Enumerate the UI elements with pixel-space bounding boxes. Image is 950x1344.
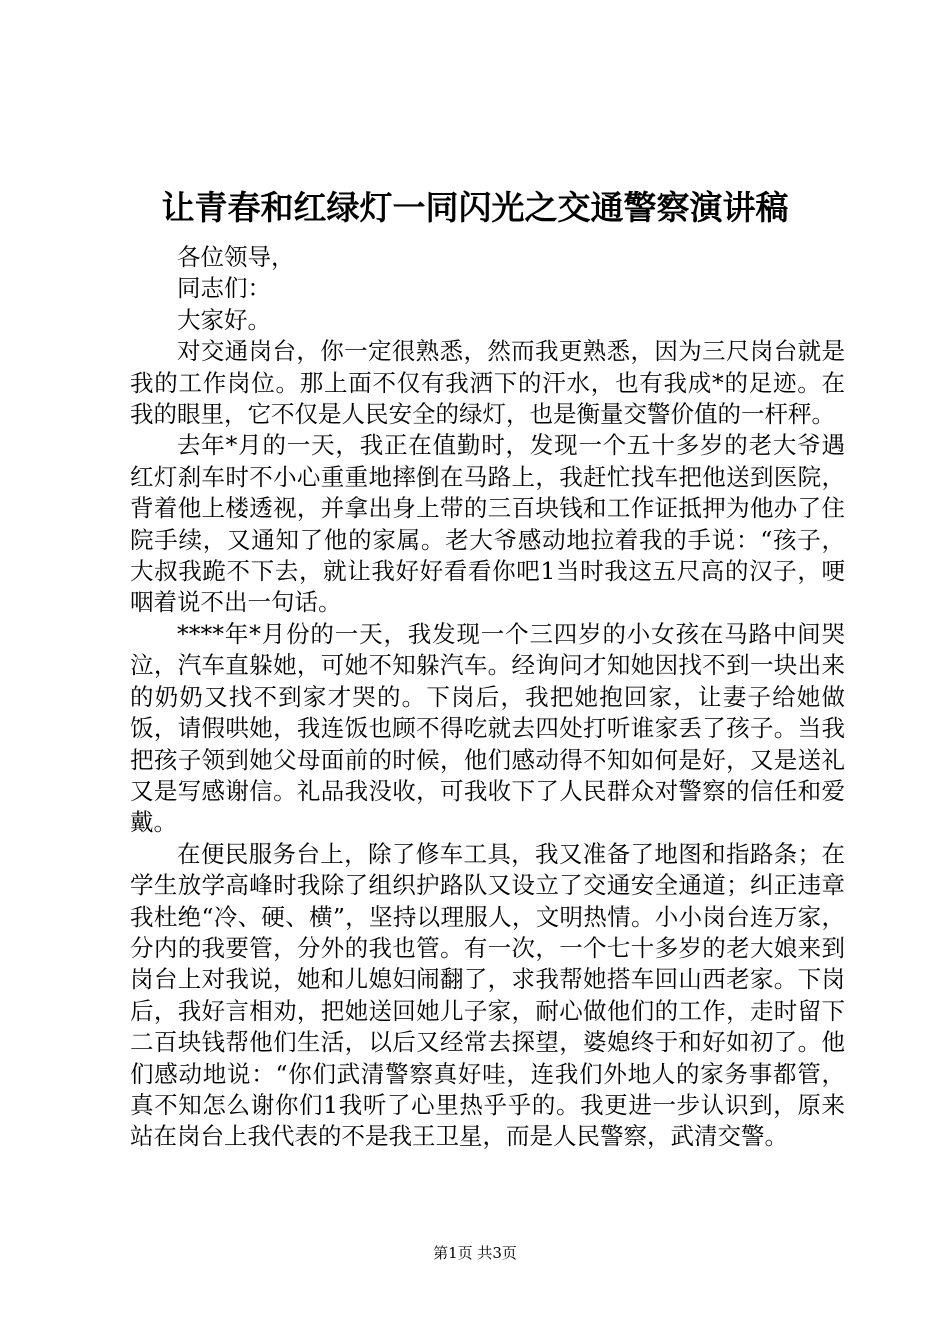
body-paragraph: 在便民服务台上，除了修车工具，我又准备了地图和指路条；在学生放学高峰时我除了组织护路队又设立了交通安全通道；纠正违章我杜绝“冷、硬、横”，坚持以理服人，文明热情。小小岗台连万家，分内的我要管，分外的我也管。有一次，一个七十多岁的老大娘来到岗台上对我说，她和儿媳妇闹翻了，求我帮她搭车回山西老家。下岗后，我好言相劝，把她送回她儿子家，耐心做他们的工作，走时留下二百块钱帮他们生活，以后又经常去探望，婆媳终于和好如初了。他们感动地说：“你们武清警察真好哇，连我们外地人的家务事都管，真不知怎么谢你们1我听了心里热乎乎的。我更进一步认识到，原来站在岗台上我代表的不是我王卫星，而是人民警察，武清交警。	[130, 839, 845, 1151]
body-paragraph: 去年*月的一天，我正在值勤时，发现一个五十多岁的老大爷遇红灯刹车时不小心重重地摔倒在马路上，我赶忙找车把他送到医院，背着他上楼透视，并拿出身上带的三百块钱和工作证抵押为他办了住院手续，又通知了他的家属。老大爷感动地拉着我的手说：“孩子，大叔我跪不下去，就让我好好看看你吧1当时我这五尺高的汉子，哽咽着说不出一句话。	[130, 431, 845, 617]
document-title: 让青春和红绿灯一同闪光之交通警察演讲稿	[161, 188, 789, 227]
greeting-line: 大家好。	[177, 305, 271, 334]
body-paragraph: ****年*月份的一天，我发现一个三四岁的小女孩在马路中间哭泣，汽车直躲她，可她不知躲汽车。经询问才知她因找不到一块出来的奶奶又找不到家才哭的。下岗后，我把她抱回家，让妻子给她做饭，请假哄她，我连饭也顾不得吃就去四处打听谁家丢了孩子。当我把孩子领到她父母面前的时候，他们感动得不知如何是好，又是送礼又是写感谢信。礼品我没收，可我收下了人民群众对警察的信任和爱戴。	[130, 619, 845, 837]
page-footer: 第1页 共3页	[433, 1244, 517, 1262]
body-paragraph: 对交通岗台，你一定很熟悉，然而我更熟悉，因为三尺岗台就是我的工作岗位。那上面不仅有我洒下的汗水，也有我成*的足迹。在我的眼里，它不仅是人民安全的绿灯，也是衡量交警价值的一杆秤。	[130, 337, 845, 429]
greeting-line: 各位领导，	[177, 243, 295, 271]
document-body	[130, 242, 845, 1153]
greeting-line: 同志们：	[177, 274, 271, 303]
